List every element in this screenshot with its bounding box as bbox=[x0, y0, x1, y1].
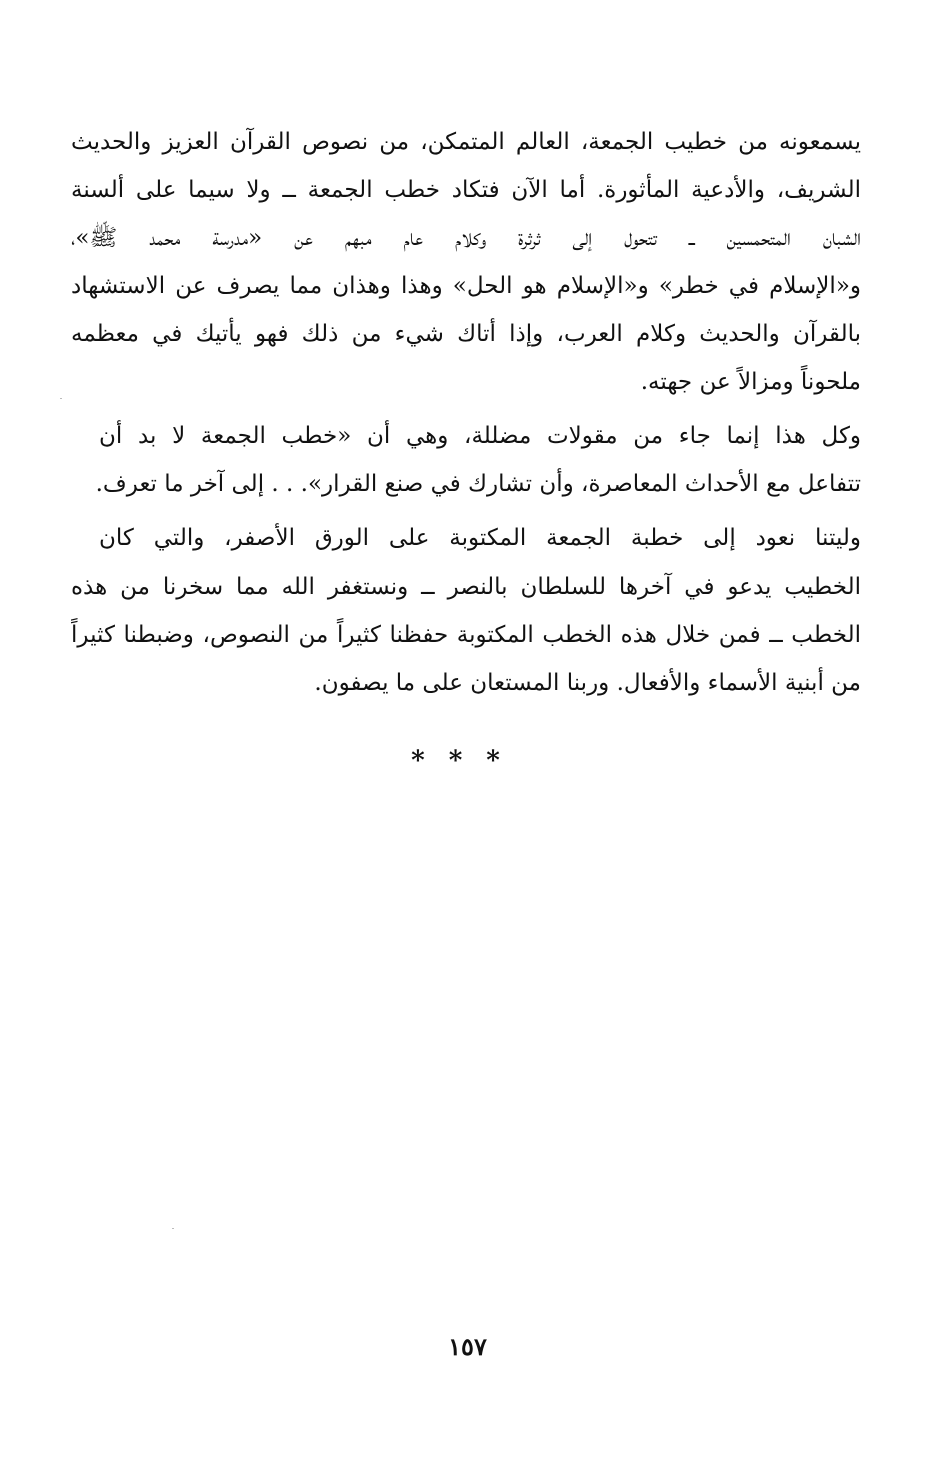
paragraph-2-line-1: وكل هذا إنما جاء من مقولات مضللة، وهي أن «خطب الجمعة لا بد أن bbox=[99, 423, 861, 449]
paragraph-3-line-4: من أبنية الأسماء والأفعال. وربنا المستعان على ما يصفون. bbox=[314, 670, 861, 696]
scan-speck bbox=[60, 398, 62, 399]
paragraph-3-line-2: الخطيب يدعو في آخرها للسلطان بالنصر ــ ونستغفر الله مما سخرنا من هذه bbox=[71, 574, 861, 600]
paragraph-1-line-3: الشبان المتحمسين ــ تتحول إلى ثرثرة وكلام عام مبهم عن «مدرسة محمد ﷺ»، bbox=[71, 225, 861, 251]
page-number: ١٥٧ bbox=[448, 1332, 487, 1361]
paragraph-2-line-2: تتفاعل مع الأحداث المعاصرة، وأن تشارك في صنع القرار». . . إلى آخر ما تعرف. bbox=[95, 471, 861, 497]
paragraph-1-line-2: الشريف، والأدعية المأثورة. أما الآن فتكاد خطب الجمعة ــ ولا سيما على ألسنة bbox=[71, 177, 861, 203]
paragraph-3-line-3: الخطب ــ فمن خلال هذه الخطب المكتوبة حفظنا كثيراً من النصوص، وضبطنا كثيراً bbox=[71, 622, 861, 648]
paragraph-1-line-5: بالقرآن والحديث وكلام العرب، وإذا أتاك شيء من ذلك فهو يأتيك في معظمه bbox=[71, 321, 861, 347]
paragraph-1-line-4: و«الإسلام في خطر» و«الإسلام هو الحل» وهذا وهذان مما يصرف عن الاستشهاد bbox=[71, 273, 861, 299]
section-separator: *** bbox=[411, 746, 524, 776]
paragraph-1-line-1: يسمعونه من خطيب الجمعة، العالم المتمكن، من نصوص القرآن العزيز والحديث bbox=[71, 129, 861, 155]
paragraph-1-line-6: ملحوناً ومزالاً عن جهته. bbox=[640, 369, 861, 395]
scan-speck bbox=[172, 1228, 174, 1229]
paragraph-3-line-1: وليتنا نعود إلى خطبة الجمعة المكتوبة على الورق الأصفر، والتي كان bbox=[99, 525, 861, 551]
